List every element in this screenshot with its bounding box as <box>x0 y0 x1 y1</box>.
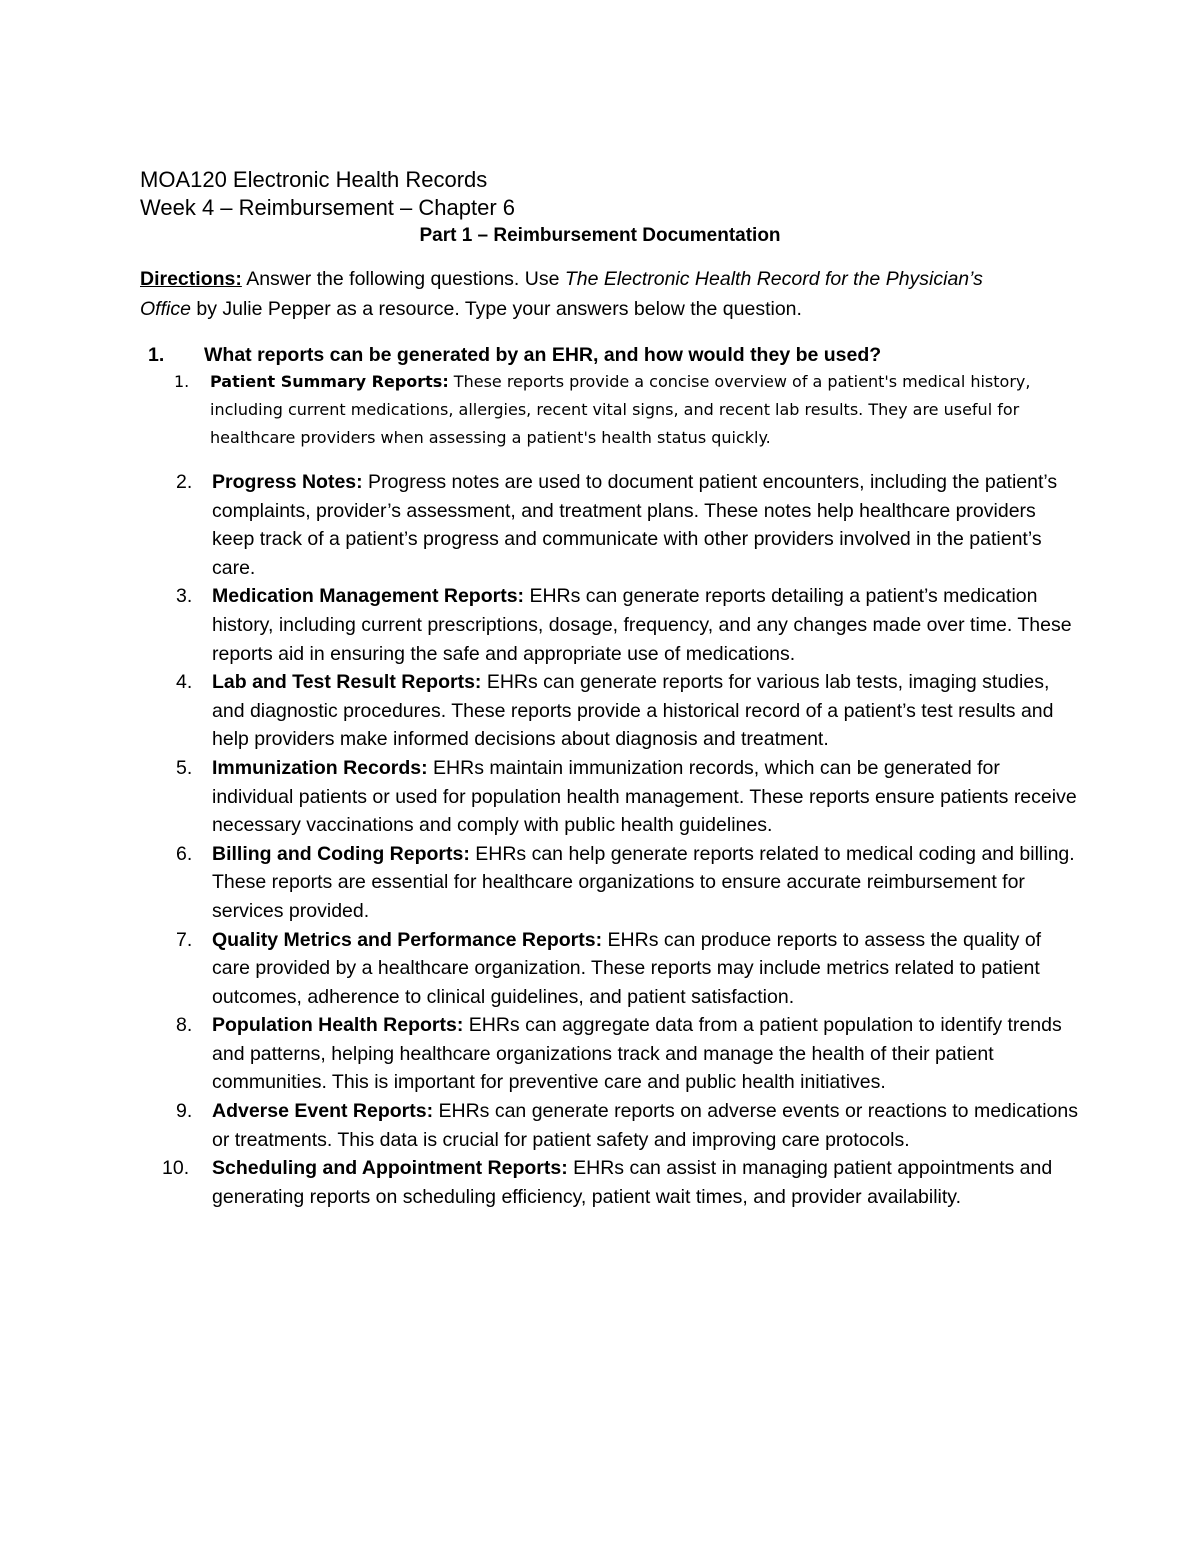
list-item-lead: Quality Metrics and Performance Reports: <box>212 928 603 951</box>
list-item-lead: Progress Notes: <box>212 471 363 493</box>
list-item-number: 7. <box>176 928 193 951</box>
list-item-text: These reports provide a concise overview of a patient's medical history, including current medications, allergies, recent vital signs, and recent lab results. They are useful for healthcare providers when assessing a patient's health status quickly. <box>210 372 1031 447</box>
list-item-lead: Adverse Event Reports: <box>212 1100 434 1123</box>
list-item-number: 4. <box>176 671 193 694</box>
list-item-lead: Scheduling and Appointment Reports: <box>212 1157 568 1180</box>
list-item-immunization-records <box>176 754 1082 840</box>
answer-list <box>162 468 1082 1211</box>
list-item-text: EHRs can generate reports on adverse events or reactions to medications or treatments. This data is crucial for patient safety and improving care protocols. <box>212 1100 1078 1151</box>
list-item-lead: Medication Management Reports: <box>212 585 525 608</box>
list-item-adverse-event <box>176 1097 1082 1154</box>
list-item-number: 3. <box>176 585 193 608</box>
list-item-text: EHRs can assist in managing patient appointments and generating reports on scheduling efficiency, patient wait times, and provider availability. <box>212 1157 1053 1208</box>
list-item-quality-metrics <box>176 926 1082 1012</box>
list-item-population-health <box>176 1011 1082 1097</box>
question-text: What reports can be generated by an EHR, and how would they be used? <box>204 344 882 366</box>
list-item-number: 9. <box>176 1100 193 1123</box>
directions-text-after: by Julie Pepper as a resource. Type your answers below the question. <box>190 298 802 320</box>
list-item-text: EHRs maintain immunization records, which can be generated for individual patients or used for population health management. These reports ensure patients receive necessary vaccinations and comply with public health guidelines. <box>212 756 1077 837</box>
list-item-number: 10. <box>162 1157 190 1180</box>
list-item-number: 8. <box>176 1014 193 1037</box>
list-item-lead: Immunization Records: <box>212 756 428 779</box>
part-title: Part 1 – Reimbursement Documentation <box>419 225 781 246</box>
list-item-number: 1. <box>174 372 190 391</box>
list-item-medication-management <box>176 582 1082 668</box>
directions-label: Directions: <box>140 268 242 290</box>
list-item-number: 5. <box>176 756 193 779</box>
list-item-lead: Population Health Reports: <box>212 1014 464 1037</box>
week-title: Week 4 – Reimbursement – Chapter 6 <box>140 195 515 220</box>
question <box>148 340 881 370</box>
list-item-text: Progress notes are used to document patient encounters, including the patient’s complaints, provider’s assessment, and treatment plans. These notes help healthcare providers keep track of a patient’s progress and communicate with other providers involved in the patient’s care. <box>212 471 1058 579</box>
list-item-text: EHRs can generate reports detailing a patient’s medication history, including current prescriptions, dosage, frequency, and any changes made over time. These reports aid in ensuring the safe and appropriate use of medications. <box>212 585 1072 665</box>
list-item-number: 6. <box>176 842 193 865</box>
list-item-lead: Billing and Coding Reports: <box>212 842 470 865</box>
list-item-text: EHRs can aggregate data from a patient population to identify trends and patterns, helping healthcare organizations track and manage the health of their patient communities. This is important for preventive care and public health initiatives. <box>212 1014 1062 1094</box>
directions-paragraph <box>140 264 1000 324</box>
list-item-number: 2. <box>176 471 193 493</box>
list-item-lab-test-results <box>176 668 1082 754</box>
directions-text-before: Answer the following questions. Use <box>241 268 565 290</box>
course-title: MOA120 Electronic Health Records <box>140 167 488 192</box>
book-title: The Electronic Health Record for the Physician’s Office <box>140 268 983 320</box>
list-item-text: EHRs can help generate reports related to medical coding and billing. These reports are essential for healthcare organizations to ensure accurate reimbursement for services provided. <box>212 842 1075 922</box>
list-item-billing-coding <box>176 840 1082 926</box>
list-item-progress-notes <box>176 468 1082 582</box>
list-item-patient-summary <box>174 368 1050 452</box>
list-item-text: EHRs can generate reports for various lab tests, imaging studies, and diagnostic procedures. These reports provide a historical record of a patient’s test results and help providers make informed decisions about diagnosis and treatment. <box>212 671 1054 751</box>
question-number: 1. <box>148 344 165 366</box>
list-item-lead: Patient Summary Reports: <box>210 372 449 391</box>
list-item-lead: Lab and Test Result Reports: <box>212 671 482 694</box>
list-item-text: EHRs can produce reports to assess the quality of care provided by a healthcare organization. These reports may include metrics related to patient outcomes, adherence to clinical guidelines, and patient satisfaction. <box>212 928 1042 1008</box>
list-item-scheduling-appointment <box>162 1154 1082 1211</box>
